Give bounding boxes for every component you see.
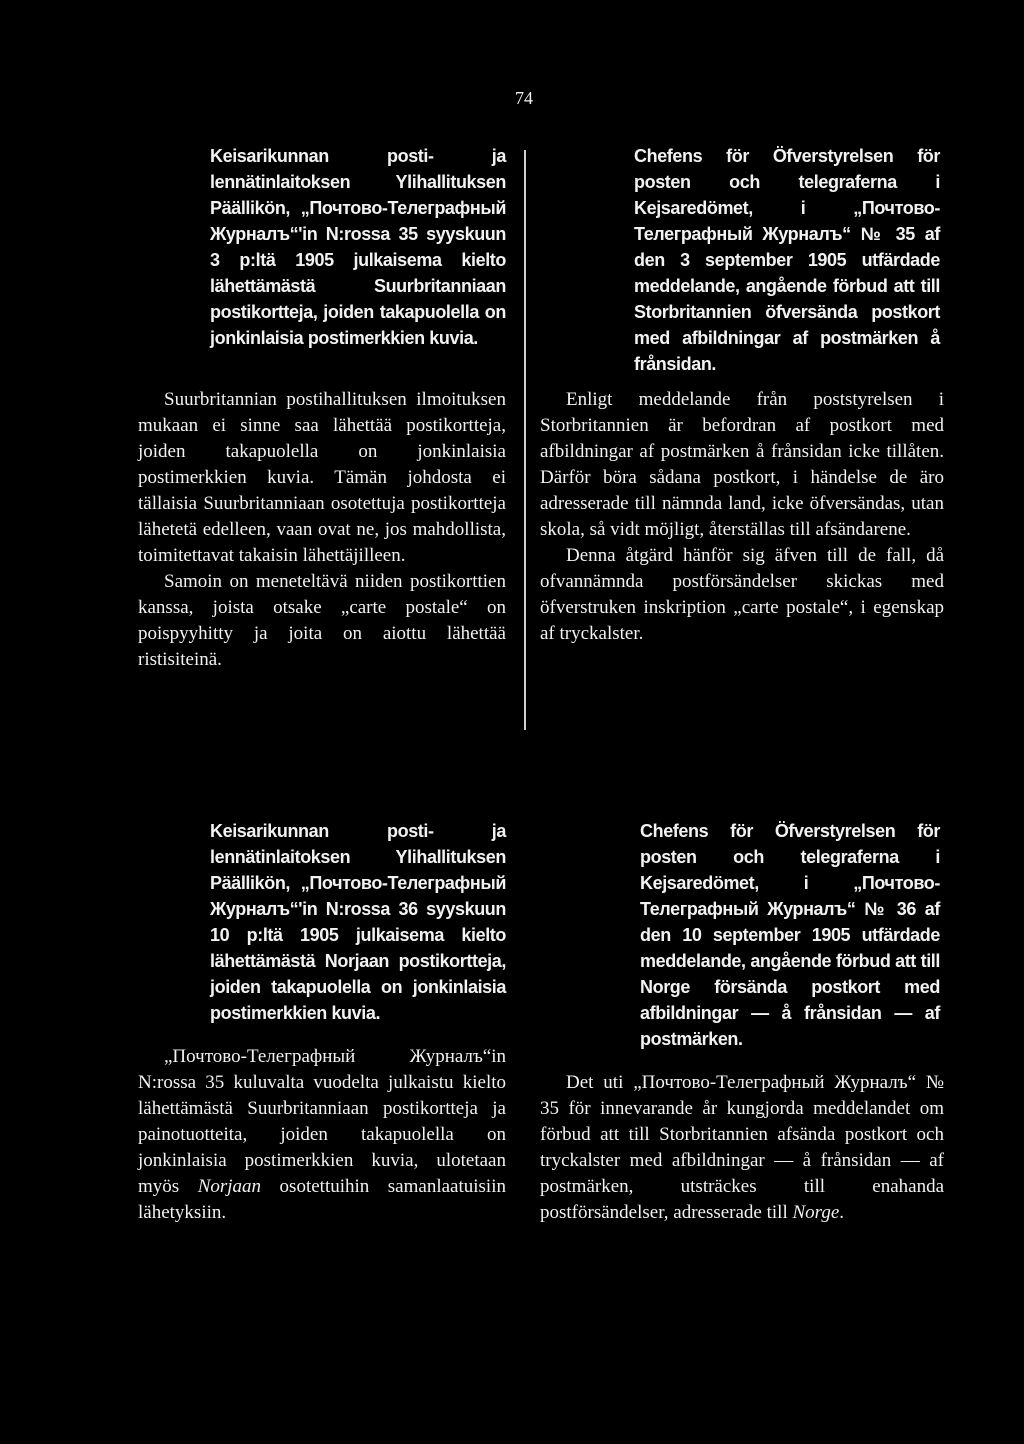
- section2-finnish-column: [138, 818, 506, 1226]
- section2-swedish-column: [540, 818, 944, 1226]
- section2-finnish-heading: Keisarikunnan posti- ja lennätinlaitoksen Ylihallituksen Päällikön, „Почтово-Телеграфный Журналъ“'in N:rossa 36 syyskuun 10 p:ltä 1905 julkaisema kielto lähettämästä Norjaan postikortteja, joiden takapuolella on jonkinlaisia postimerkkien kuvia.: [210, 821, 506, 1023]
- section1-finnish-column: [138, 143, 506, 673]
- section2-finnish-text-end: osotettuihin samanlaatuisiin lähetyksiin.: [138, 1176, 506, 1223]
- section2-swedish-text: Det uti „Почтово-Телеграфный Журналъ“ № 35 för innevarande år kungjorda meddelandet om förbud att till Storbritannien afsända postkort och tryckalster med afbildningar — å frånsidan — af postmärken, utsträckes till enahanda postförsändelser, adresserade till: [540, 1072, 944, 1223]
- section1-swedish-paragraph-1: Enligt meddelande från poststyrelsen i Storbritannien är befordran af postkort med afbildningar af postmärken å frånsidan icke tillåten. Därför böra sådana postkort, i händelse de äro adresserade till nämnda land, icke öfversändas, utan skola, så vidt möjligt, återställas till afsändarene.: [540, 389, 944, 540]
- section2-swedish-emphasis: Norge: [792, 1202, 840, 1223]
- section1-swedish-paragraph-2: Denna åtgärd hänför sig äfven till de fall, då ofvannämnda postförsändelser skickas med öfverstruken inskription „carte postale“, i egenskap af tryckalster.: [540, 545, 944, 644]
- section2-swedish-heading: Chefens för Öfverstyrelsen för posten och telegraferna i Kejsaredömet, i „Почтово-Телеграфный Журналъ“ № 36 af den 10 september 1905 utfärdade meddelande, angående förbud att till Norge försända postkort med afbildningar — å frånsidan — af postmärken.: [640, 821, 940, 1049]
- section2-finnish-emphasis: Norjaan: [197, 1176, 262, 1197]
- page-number: 74: [515, 88, 533, 108]
- column-divider-rule: [524, 150, 526, 730]
- section1-swedish-heading: Chefens för Öfverstyrelsen för posten och telegraferna i Kejsaredömet, i „Почтово-Телеграфный Журналъ“ № 35 af den 3 september 1905 utfärdade meddelande, angående förbud att till Storbritannien öfversända postkort med afbildningar af postmärken å frånsidan.: [634, 146, 940, 374]
- section2-finnish-paragraph: [138, 1044, 506, 1226]
- section2-swedish-text-end: .: [839, 1202, 845, 1223]
- section2-swedish-paragraph: [540, 1070, 944, 1226]
- section2-finnish-text: „Почтово-Телеграфный Журналъ“in N:rossa 35 kuluvalta vuodelta julkaistu kielto lähettämästä Suurbritanniaan postikortteja ja painotuotteita, joiden takapuolella on jonkinlaisia postimerkkien kuvia, ulotetaan myös: [138, 1046, 506, 1197]
- section1-finnish-heading: Keisarikunnan posti- ja lennätinlaitoksen Ylihallituksen Päällikön, „Почтово-Телеграфный Журналъ“'in N:rossa 35 syyskuun 3 p:ltä 1905 julkaisema kielto lähettämästä Suurbritanniaan postikortteja, joiden takapuolella on jonkinlaisia postimerkkien kuvia.: [210, 146, 506, 348]
- section1-finnish-paragraph-2: Samoin on meneteltävä niiden postikorttien kanssa, joista otsake „carte postale“ on poispyyhitty ja joita on aiottu lähettää ristisiteinä.: [138, 571, 506, 670]
- section1-swedish-column: [540, 143, 944, 647]
- section1-finnish-paragraph-1: Suurbritannian postihallituksen ilmoituksen mukaan ei sinne saa lähettää postikortteja, joiden takapuolella on jonkinlaisia postimerkkien kuvia. Tämän johdosta ei tällaisia Suurbritanniaan osotettuja postikortteja lähetetä edelleen, vaan ovat ne, jos mahdollista, toimitettavat takaisin lähettäjilleen.: [138, 389, 506, 566]
